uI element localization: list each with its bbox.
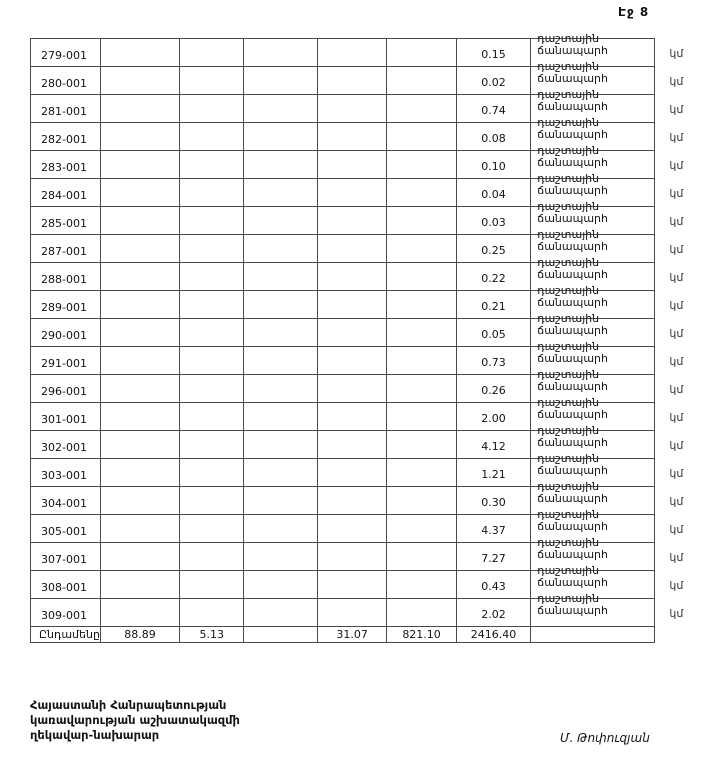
- row-desc-line1: դաշտային: [537, 228, 600, 241]
- empty-cell: [244, 487, 318, 515]
- row-desc-line2: ճանապարհ: [537, 520, 608, 533]
- empty-cell: [387, 459, 456, 487]
- row-unit: կմ: [669, 214, 684, 228]
- empty-cell: [387, 123, 456, 151]
- empty-cell: [100, 571, 179, 599]
- empty-cell: [100, 151, 179, 179]
- row-value: 0.08: [456, 123, 530, 151]
- row-desc-line2: ճանապարհ: [537, 184, 608, 197]
- row-desc-line2: ճանապարհ: [537, 296, 608, 309]
- row-unit: կմ: [669, 326, 684, 340]
- empty-cell: [180, 263, 244, 291]
- empty-cell: [244, 207, 318, 235]
- row-desc-line2: ճանապարհ: [537, 492, 608, 505]
- row-code: 304-001: [31, 487, 101, 515]
- row-desc-line1: դաշտային: [537, 564, 600, 577]
- row-desc-line1: դաշտային: [537, 508, 600, 521]
- empty-cell: [244, 403, 318, 431]
- row-value: 0.22: [456, 263, 530, 291]
- empty-cell: [100, 347, 179, 375]
- empty-cell: [244, 123, 318, 151]
- empty-cell: [387, 515, 456, 543]
- row-unit: կմ: [669, 466, 684, 480]
- empty-cell: [387, 319, 456, 347]
- row-unit: կմ: [669, 102, 684, 116]
- empty-cell: [100, 403, 179, 431]
- row-value: 2.02: [456, 599, 530, 627]
- empty-cell: [244, 291, 318, 319]
- empty-cell: [180, 319, 244, 347]
- row-desc-line2: ճանապարհ: [537, 100, 608, 113]
- row-desc-line2: ճանապարհ: [537, 548, 608, 561]
- empty-cell: [318, 319, 387, 347]
- row-code: 288-001: [31, 263, 101, 291]
- empty-cell: [318, 39, 387, 67]
- row-value: 0.04: [456, 179, 530, 207]
- footer-signature-block: [30, 698, 240, 743]
- row-unit: կմ: [669, 186, 684, 200]
- empty-cell: [244, 263, 318, 291]
- empty-cell: [318, 235, 387, 263]
- row-desc-line2: ճանապարհ: [537, 240, 608, 253]
- empty-cell: [318, 263, 387, 291]
- empty-cell: [318, 515, 387, 543]
- empty-cell: [318, 543, 387, 571]
- row-unit: կմ: [669, 578, 684, 592]
- row-code: 284-001: [31, 179, 101, 207]
- row-desc-line2: ճանապարհ: [537, 464, 608, 477]
- empty-cell: [244, 235, 318, 263]
- empty-cell: [387, 543, 456, 571]
- empty-cell: [180, 459, 244, 487]
- row-desc-line1: դաշտային: [537, 536, 600, 549]
- empty-cell: [387, 375, 456, 403]
- empty-cell: [100, 431, 179, 459]
- row-desc-line2: ճանապարհ: [537, 44, 608, 57]
- row-value: 0.43: [456, 571, 530, 599]
- row-desc-line1: դաշտային: [537, 396, 600, 409]
- row-desc-line1: դաշտային: [537, 200, 600, 213]
- footer-line-3: ղեկավար-նախարար: [30, 728, 160, 742]
- row-value: 0.30: [456, 487, 530, 515]
- row-code: 290-001: [31, 319, 101, 347]
- total-col4: [244, 627, 318, 643]
- empty-cell: [180, 347, 244, 375]
- empty-cell: [180, 291, 244, 319]
- empty-cell: [387, 151, 456, 179]
- row-code: 305-001: [31, 515, 101, 543]
- row-desc-line2: ճանապարհ: [537, 436, 608, 449]
- empty-cell: [100, 459, 179, 487]
- row-desc-line2: ճանապարհ: [537, 576, 608, 589]
- row-unit: կմ: [669, 298, 684, 312]
- row-unit: կմ: [669, 354, 684, 368]
- empty-cell: [100, 515, 179, 543]
- row-value: 7.27: [456, 543, 530, 571]
- empty-cell: [318, 291, 387, 319]
- empty-cell: [180, 207, 244, 235]
- empty-cell: [244, 571, 318, 599]
- row-value: 0.74: [456, 95, 530, 123]
- total-col3: 5.13: [180, 627, 244, 643]
- total-col6: 821.10: [387, 627, 456, 643]
- row-desc-line1: դաշտային: [537, 116, 600, 129]
- row-unit: կմ: [669, 382, 684, 396]
- empty-cell: [318, 207, 387, 235]
- row-value: 0.05: [456, 319, 530, 347]
- empty-cell: [244, 543, 318, 571]
- row-code: 279-001: [31, 39, 101, 67]
- empty-cell: [180, 151, 244, 179]
- total-col7: 2416.40: [456, 627, 530, 643]
- row-desc-line1: դաշտային: [537, 452, 600, 465]
- row-desc-line1: դաշտային: [537, 256, 600, 269]
- row-desc-line1: դաշտային: [537, 480, 600, 493]
- row-desc-line2: ճանապարհ: [537, 352, 608, 365]
- empty-cell: [244, 515, 318, 543]
- empty-cell: [180, 515, 244, 543]
- row-code: 302-001: [31, 431, 101, 459]
- row-code: 308-001: [31, 571, 101, 599]
- row-value: 4.12: [456, 431, 530, 459]
- empty-cell: [100, 39, 179, 67]
- empty-cell: [100, 599, 179, 627]
- empty-cell: [180, 431, 244, 459]
- empty-cell: [180, 179, 244, 207]
- empty-cell: [100, 375, 179, 403]
- row-desc-line2: ճանապարհ: [537, 156, 608, 169]
- empty-cell: [387, 487, 456, 515]
- row-code: 307-001: [31, 543, 101, 571]
- row-desc-line2: ճանապարհ: [537, 268, 608, 281]
- empty-cell: [318, 375, 387, 403]
- empty-cell: [387, 291, 456, 319]
- row-unit: կմ: [669, 158, 684, 172]
- row-desc-line1: դաշտային: [537, 60, 600, 73]
- row-desc-line1: դաշտային: [537, 32, 600, 45]
- empty-cell: [318, 151, 387, 179]
- row-description: [531, 592, 655, 627]
- empty-cell: [244, 347, 318, 375]
- row-value: 0.26: [456, 375, 530, 403]
- row-desc-line1: դաշտային: [537, 88, 600, 101]
- total-row: [31, 627, 710, 643]
- empty-cell: [387, 207, 456, 235]
- empty-cell: [180, 67, 244, 95]
- row-value: 4.37: [456, 515, 530, 543]
- empty-cell: [387, 235, 456, 263]
- empty-cell: [387, 403, 456, 431]
- empty-cell: [100, 207, 179, 235]
- row-code: 291-001: [31, 347, 101, 375]
- empty-cell: [244, 599, 318, 627]
- empty-cell: [100, 263, 179, 291]
- row-desc-line1: դաշտային: [537, 144, 600, 157]
- row-value: 0.73: [456, 347, 530, 375]
- row-code: 287-001: [31, 235, 101, 263]
- empty-cell: [387, 179, 456, 207]
- empty-cell: [318, 347, 387, 375]
- row-code: 285-001: [31, 207, 101, 235]
- empty-cell: [100, 487, 179, 515]
- empty-cell: [318, 67, 387, 95]
- row-desc-line2: ճանապարհ: [537, 380, 608, 393]
- empty-cell: [100, 235, 179, 263]
- empty-cell: [180, 235, 244, 263]
- row-unit: կմ: [669, 74, 684, 88]
- empty-cell: [318, 431, 387, 459]
- table-row: [31, 599, 710, 627]
- row-desc-line1: դաշտային: [537, 312, 600, 325]
- row-unit: կմ: [669, 242, 684, 256]
- footer-line-1: Հայաստանի Հանրապետության: [30, 698, 227, 712]
- row-value: 0.10: [456, 151, 530, 179]
- row-code: 280-001: [31, 67, 101, 95]
- empty-cell: [180, 123, 244, 151]
- empty-cell: [180, 543, 244, 571]
- row-value: 1.21: [456, 459, 530, 487]
- empty-cell: [180, 39, 244, 67]
- row-desc-line2: ճանապարհ: [537, 128, 608, 141]
- row-code: 301-001: [31, 403, 101, 431]
- row-desc-line1: դաշտային: [537, 172, 600, 185]
- empty-cell: [387, 39, 456, 67]
- row-desc-line2: ճանապարհ: [537, 324, 608, 337]
- empty-cell: [318, 123, 387, 151]
- row-desc-line1: դաշտային: [537, 424, 600, 437]
- empty-cell: [180, 95, 244, 123]
- signature-name: Մ. Թոփուզյան: [560, 731, 650, 745]
- empty-cell: [100, 67, 179, 95]
- row-unit: կմ: [669, 270, 684, 284]
- empty-cell: [244, 459, 318, 487]
- total-col5: 31.07: [318, 627, 387, 643]
- empty-cell: [318, 179, 387, 207]
- row-desc-line1: դաշտային: [537, 284, 600, 297]
- empty-cell: [180, 403, 244, 431]
- row-value: 0.25: [456, 235, 530, 263]
- empty-cell: [100, 543, 179, 571]
- row-unit: կմ: [669, 410, 684, 424]
- row-desc-line1: դաշտային: [537, 340, 600, 353]
- empty-cell: [387, 67, 456, 95]
- row-value: 0.03: [456, 207, 530, 235]
- row-value: 2.00: [456, 403, 530, 431]
- empty-cell: [318, 571, 387, 599]
- empty-cell: [244, 151, 318, 179]
- empty-cell: [100, 291, 179, 319]
- row-desc-line2: ճանապարհ: [537, 408, 608, 421]
- row-desc-line2: ճանապարհ: [537, 72, 608, 85]
- empty-cell: [100, 179, 179, 207]
- row-desc-line2: ճանապարհ: [537, 604, 608, 617]
- row-value: 0.21: [456, 291, 530, 319]
- empty-cell: [387, 599, 456, 627]
- empty-cell: [387, 431, 456, 459]
- empty-cell: [244, 319, 318, 347]
- row-unit: կմ: [669, 606, 684, 620]
- empty-cell: [387, 95, 456, 123]
- row-unit: կմ: [669, 438, 684, 452]
- empty-cell: [318, 487, 387, 515]
- total-desc-cell: [531, 627, 655, 643]
- row-code: 309-001: [31, 599, 101, 627]
- empty-cell: [244, 431, 318, 459]
- empty-cell: [318, 599, 387, 627]
- row-code: 282-001: [31, 123, 101, 151]
- empty-cell: [244, 95, 318, 123]
- row-unit: կմ: [669, 550, 684, 564]
- row-unit: կմ: [669, 494, 684, 508]
- empty-cell: [318, 95, 387, 123]
- row-desc-line1: դաշտային: [537, 368, 600, 381]
- empty-cell: [387, 571, 456, 599]
- empty-cell: [244, 39, 318, 67]
- empty-cell: [180, 599, 244, 627]
- empty-cell: [244, 67, 318, 95]
- row-code: 289-001: [31, 291, 101, 319]
- empty-cell: [387, 263, 456, 291]
- row-unit: կմ: [669, 130, 684, 144]
- row-unit: կմ: [669, 46, 684, 60]
- empty-cell: [180, 375, 244, 403]
- row-desc-line2: ճանապարհ: [537, 212, 608, 225]
- empty-cell: [100, 123, 179, 151]
- row-code: 296-001: [31, 375, 101, 403]
- empty-cell: [244, 179, 318, 207]
- empty-cell: [180, 571, 244, 599]
- empty-cell: [180, 487, 244, 515]
- empty-cell: [387, 347, 456, 375]
- total-col2: 88.89: [100, 627, 179, 643]
- row-code: 283-001: [31, 151, 101, 179]
- total-label: Ընդամենը: [31, 627, 101, 643]
- data-table: [30, 32, 710, 643]
- row-value: 0.15: [456, 39, 530, 67]
- row-code: 281-001: [31, 95, 101, 123]
- row-unit: կմ: [669, 522, 684, 536]
- empty-cell: [100, 319, 179, 347]
- total-unit-cell: [655, 627, 710, 643]
- empty-cell: [318, 403, 387, 431]
- empty-cell: [244, 375, 318, 403]
- row-desc-line1: դաշտային: [537, 592, 600, 605]
- page-number-label: Էջ 8: [618, 5, 650, 19]
- row-code: 303-001: [31, 459, 101, 487]
- row-value: 0.02: [456, 67, 530, 95]
- table-body: [31, 32, 710, 627]
- footer-line-2: կառավարության աշխատակազմի: [30, 713, 240, 727]
- empty-cell: [100, 95, 179, 123]
- empty-cell: [318, 459, 387, 487]
